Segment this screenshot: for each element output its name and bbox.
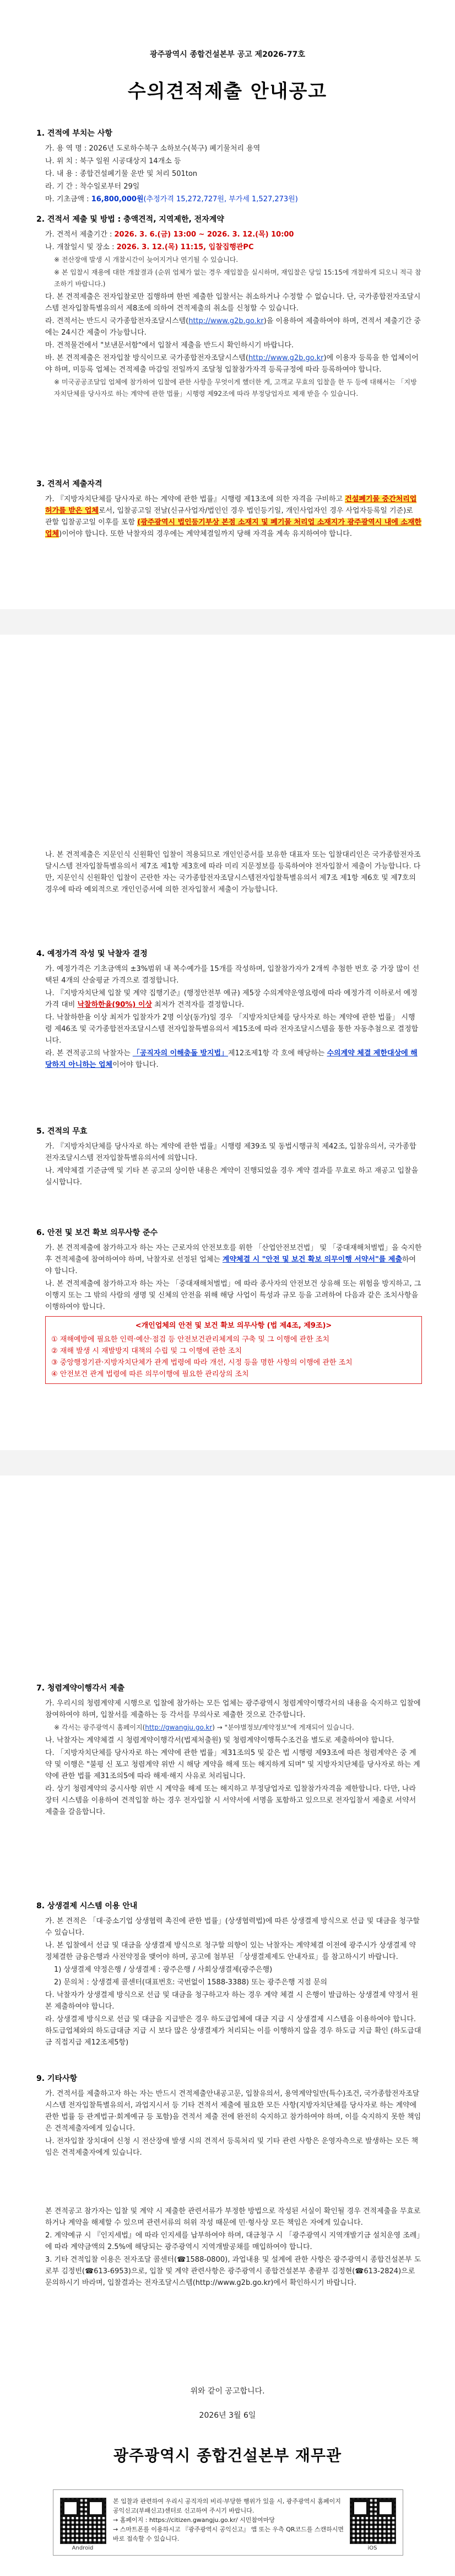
s1-base-amount bbox=[36, 194, 422, 205]
section-1-heading: 1. 견적에 부치는 사항 bbox=[36, 129, 112, 138]
s6-item-a-highlight: 계약체결 시 "안전 및 보건 확보 의무이행 서약서"를 제출 bbox=[222, 1255, 402, 1264]
page-break-2 bbox=[0, 1450, 455, 1475]
s3-item-a-3: )이어야 합니다. 또한 낙찰자의 경우에는 계약체결일까지 당해 자격을 계속 유지하여야 합니다. bbox=[59, 530, 352, 538]
s10-p1: 본 견적공고 참가자는 입찰 및 계약 시 제출한 관련서류가 부정한 방법으로 작성된 서실이 확인될 경우 견적제출을 무효로 하거나 계약을 해제할 수 있으며 관련서류의 허위 작성 때문에 민·형사상 모든 책임은 자에게 있습니다. bbox=[45, 2207, 421, 2227]
gwangju-link[interactable]: http://gwangju.go.kr bbox=[145, 1724, 213, 1731]
s10-p3: 3. 기타 견적입찰 이용은 전자조달 콜센터(☎1588-0800), 과업내용 및 설계에 관한 사항은 광주광역시 종합건설본부 도로부 김정빈(☎613-6953)으로, 입찰 및 계약 관련사항은 광주광역시 종합건설본부 총괄부 김정현(☎613-2824)으로 문의하시기 바라며, 입찰결과는 전자조달시스템(http://www.g2b.go.kr)에서 확인하시기 바랍니다. bbox=[45, 2256, 421, 2287]
s7-note-2: ) → "분야별정보/계약정보"에 게재되어 있습니다. bbox=[212, 1724, 354, 1731]
s2-submission-period bbox=[36, 229, 422, 240]
obligation-2: ② 재해 발생 시 재발방지 대책의 수립 및 그 이행에 관한 조치 bbox=[51, 1347, 242, 1355]
s1-content: 다. 내 용 : 종합건설폐기물 운반 및 처리 501ton bbox=[45, 170, 198, 178]
issuer-signature: 광주광역시 종합건설본부 재무관 bbox=[113, 2446, 342, 2465]
s2-item-e: 마. 견적물건에서 "보낸문서함"에서 입찰서 제출을 반드시 확인하시기 바랍니다. bbox=[45, 341, 294, 350]
section-2 bbox=[36, 214, 422, 401]
obligation-4: ④ 안전보건 관계 법령에 따른 의무이행에 필요한 관리상의 조치 bbox=[51, 1370, 249, 1378]
section-1 bbox=[36, 128, 422, 206]
s2-note-3: ※ 미국공공조달입 업체에 참가하여 입찰에 관한 사항을 무엇이게 했더한 게, 고객교 무효의 입찰을 한 두 등에 대해서는 「지방자치단체를 당사자로 하는 계약에 관한 법률」시행령 제92조에 따라 부정당업자로 제재 받을 수 있습니다. bbox=[54, 378, 417, 398]
announce-text: 위와 같이 공고합니다. bbox=[190, 2387, 265, 2396]
s1-location: 나. 위 치 : 북구 일원 시공대상지 14개소 등 bbox=[45, 157, 181, 165]
s4-item-d bbox=[36, 1048, 422, 1071]
g2b-link-1[interactable]: http://www.g2b.go.kr bbox=[188, 317, 264, 325]
s3-item-b: 나. 본 견적제출은 지문인식 신원확인 입찰이 적용되므로 개인인증서를 보유한 대표자 또는 입찰대리인은 국가종합전자조달시스템 전자입찰특별유의서 제7조 제1항 제3호에 따라 미리 지문정보를 등록하여야 전자입찰서 제출이 가능합니다. 다만, 지문인식 신원확인 입찰이 곤란한 자는 국가종합전자조달시스템전자입찰특별유의서 제7조 제1항 제6호 및 제7호의 경우에 따라 예외적으로 개인인증서에 의한 전자입찰서 제출이 가능합니다. bbox=[45, 851, 421, 894]
s8-item-b-2: 2) 문의처 : 상생결제 콜센터(대표번호: 국번없이 1588-3388) 또는 광주은행 지점 문의 bbox=[54, 1978, 328, 1987]
s3-item-a-1: 가. 『지방자치단체를 당사자로 하는 계약에 관한 법률』시행령 제13조에 의한 자격을 구비하고 bbox=[45, 495, 343, 503]
section-4-heading: 4. 예정가격 작성 및 낙찰자 결정 bbox=[36, 949, 148, 958]
page-title: 수의견적제출 안내공고 bbox=[127, 80, 328, 103]
s7-item-b: 나. 낙찰자는 계약체결 시 청렴계약이행각서(법제처출원) 및 청렴계약이행특수조건을 별도로 제출하여야 합니다. bbox=[45, 1736, 394, 1745]
s4-item-d-law: 「공직자의 이해충돌 방지법」 bbox=[132, 1049, 229, 1058]
s5-item-a: 가. 『지방자치단체를 당사자로 하는 계약에 관한 법률』시행령 제39조 및 동법시행규칙 제42조, 입찰유의서, 국가종합전자조달시스템 전자입찰특별유의서에 의합니다. bbox=[45, 1142, 416, 1162]
s4-item-d-3: 이어야 합니다. bbox=[112, 1061, 159, 1069]
s9-item-a: 가. 견적서를 제출하고자 하는 자는 반드시 견적제출안내공고문, 입찰유의서, 용역계약일반(특수)조건, 국가종합전자조달시스템 전자입찰특별유의서, 과업지시서 등 기타 견적서 제출에 필요한 모든 사항(지방자치단체를 당사자로 하는 계약에 관한 법률 등 관계법규·회계예규 등 포함)을 견적서 제출 전에 완전히 숙지하고 참가하여야 하며, 이를 숙지하지 못한 책임은 견적제출자에게 있습니다. bbox=[45, 2090, 421, 2133]
s1-period: 라. 기 간 : 착수일로부터 29일 bbox=[45, 183, 140, 191]
s4-item-c: 다. 낙찰하한율 이상 최저가 입찰자가 2명 이상(동가)일 경우 「지방자치단체를 당사자로 하는 계약에 관한 법률」 시행령 제46조 및 국가종합전자조달시스템 전자입찰특별유의서 제15조에 따라 전자조달시스템을 통한 자동추첨으로 결정합니다. bbox=[45, 1013, 419, 1045]
s2-submission-label: 가. 견적서 제출기간 : bbox=[45, 230, 115, 239]
s7-item-c: 다. 「지방자치단체를 당사자로 하는 계약에 관한 법률」제31조의5 및 같은 법 시행령 제93조에 따른 청렴계약은 중 계약 및 이행은 "불평 신 포고 청렴계약 위반 시 해당 계약을 해제 또는 해지하게 되며" 및 지방자치단체를 당사자로 하는 계약에 관한 법률 제31조의5에 따라 해제·해지 사유로 처리됩니다. bbox=[45, 1749, 420, 1780]
section-8 bbox=[36, 1901, 422, 2049]
section-9-heading: 9. 기타사항 bbox=[36, 2074, 78, 2083]
android-qr-label: Android bbox=[72, 2545, 94, 2551]
report-notice-line-2: → 홈페이지 : https://citizen.gwangju.go.kr/ 시민참여마당 bbox=[113, 2516, 275, 2524]
s6-item-a-2: 하여야 합니다. bbox=[45, 1255, 416, 1275]
report-notice-line-1: 본 입찰과 관련하여 우리시 공직자의 비리·부당한 행위가 있을 시, 광주광역시 홈페이지 공익신고(부패신고)센터로 신고하여 주시기 바랍니다. bbox=[113, 2498, 341, 2514]
section-3b bbox=[36, 849, 422, 897]
obligation-1: ① 재해예방에 필요한 인력·예산·점검 등 안전보건관리체계의 구축 및 그 이행에 관한 조치 bbox=[51, 1335, 329, 1344]
section-10 bbox=[36, 2205, 422, 2290]
s9-item-b: 나. 전자입찰 장치대여 신청 시 전산장애 발생 시의 견적서 등록처리 및 기타 관련 사항은 운영자측으로 발생하는 모든 책임은 견적제출자에게 있습니다. bbox=[45, 2137, 419, 2157]
s3-item-a-2: 로서, 입찰공고일 전날(신규사업자/법인인 경우 법인등기일, 개인사업자인 경우 사업자등록일 기준)로 관할 입찰공고일 이후를 포함 bbox=[45, 507, 413, 527]
s2-item-d-b: )을 이용하여 제출하여야 하며, 견적서 제출기간 중에는 24시간 제출이 가능합니다. bbox=[45, 317, 421, 337]
s10-p2: 2. 계약예규 시 『인지세법』에 따라 인지세를 납부하여야 하며, 대금청구 시 「광주광역시 지역개발기금 설치운영 조례」에 따라 계약금액의 2.5%에 해당되는 광주광역시 지역개발공채를 매입하여야 합니다. bbox=[45, 2231, 420, 2251]
s1-base-amount-value: 16,800,000원 bbox=[91, 195, 144, 203]
s2-item-d bbox=[36, 315, 422, 339]
section-9 bbox=[36, 2073, 422, 2160]
s7-item-a: 가. 우리시의 청렴계약제 시행으로 입찰에 참가하는 모든 업체는 광주광역시 청렴계약이행각서의 내용을 숙지하고 입찰에 참여하여야 하며, 입찰서를 제출하는 등 각서를 무의사로 제출한 것으로 간주합니다. bbox=[45, 1699, 421, 1719]
s3-item-a-highlight-1: 건설폐기물 중간처리업 허가를 받은 업체 bbox=[45, 495, 417, 515]
s4-item-d-1: 라. 본 견적공고의 낙찰자는 bbox=[45, 1049, 133, 1058]
section-2-heading: 2. 견적서 제출 및 방법 : 충액견적, 지역제한, 전자계약 bbox=[36, 215, 224, 224]
s1-base-amount-detail: (추정가격 15,272,727원, 부가세 1,527,273원) bbox=[143, 195, 298, 203]
s1-base-amount-label: 마. 기초금액 : bbox=[45, 195, 91, 203]
obligation-3: ③ 중앙행정기관·지방자치단체가 관계 법령에 따라 개선, 시정 등을 명한 사항의 이행에 관한 조치 bbox=[51, 1359, 353, 1367]
s8-item-a: 가. 본 견적은 「대·중소기업 상생협력 촉진에 관한 법률」(상생협력법)에 따른 상생결제 방식으로 선급 및 대금을 청구할 수 있습니다. bbox=[45, 1917, 420, 1937]
s4-item-b bbox=[36, 988, 422, 1011]
s2-item-f bbox=[36, 352, 422, 375]
section-5 bbox=[36, 1126, 422, 1189]
obligations-box-title: <개인업체의 안전 및 보건 확보 의무사항 (법 제4조, 제9조)> bbox=[135, 1322, 332, 1330]
s2-opening-label: 나. 개찰일시 및 장소 : bbox=[45, 243, 117, 251]
s2-opening-value: 2026. 3. 12.(목) 11:15, 입찰집행관PC bbox=[116, 243, 254, 251]
s7-note-1: ※ 각서는 광주광역시 홈페이지( bbox=[54, 1724, 145, 1731]
s2-item-d-a: 라. 견적서는 반드시 국가종합전자조달시스템( bbox=[45, 317, 189, 325]
s8-item-d: 라. 상생결제 방식으로 선급 및 대금을 지급받은 경우 하도급업체에 대금 지급 시 상생결제 시스템을 이용하여야 합니다. 하도급업체와의 하도급대금 지급 시 보다 많은 상생결제가 처리되는 이를 이행하지 않을 경우 하도급 지급 확인 (하도급대금 직접지급 제12조제5항) bbox=[45, 2015, 421, 2047]
announce-date: 2026년 3월 6일 bbox=[199, 2411, 256, 2420]
report-notice-text bbox=[113, 2497, 344, 2543]
section-6 bbox=[36, 1227, 422, 1387]
section-3-heading: 3. 견적서 제출자격 bbox=[36, 480, 102, 489]
s2-item-c: 다. 본 견적제출은 전자입찰로만 집행하며 한번 제출한 입찰서는 취소하거나 수정할 수 없습니다. 단, 국가종합전자조달시스템 전자입찰특별유의서 제8조에 의하여 견적제출의 취소를 신청할 수 있습니다. bbox=[45, 293, 421, 313]
section-7-heading: 7. 청렴계약이행각서 제출 bbox=[36, 1684, 125, 1693]
s2-submission-dates: 2026. 3. 6.(금) 13:00 ~ 2026. 3. 12.(목) 10:00 bbox=[114, 230, 294, 239]
s4-item-b-2: 최저가 견적자를 결정합니다. bbox=[151, 1001, 245, 1009]
s7-note bbox=[36, 1722, 422, 1734]
s8-item-b: 나. 본 입찰에서 선급 및 대금을 상생결제 방식으로 청구할 의향이 있는 낙찰자는 계약체결 이전에 광주시가 상생결제 약정체결한 금융은행과 사전약정을 맺어야 하며, 공고에 첨부된 「상생결제제도 안내자료」를 참고하시기 바랍니다. bbox=[45, 1941, 416, 1961]
android-qr-code[interactable] bbox=[60, 2498, 106, 2544]
page-break-1 bbox=[0, 609, 455, 635]
section-5-heading: 5. 견적의 무효 bbox=[36, 1127, 88, 1136]
s4-item-d-2: 제12조제1항 각 호에 해당하는 bbox=[228, 1049, 327, 1058]
obligations-box bbox=[45, 1316, 422, 1384]
section-4 bbox=[36, 948, 422, 1072]
s6-item-a bbox=[36, 1242, 422, 1277]
s6-item-a-1: 가. 본 견적제출에 참가하고자 하는 자는 근로자의 안전보호를 위한 「산업안전보건법」 및 「중대재해처벌법」을 숙지한 후 견적제출에 참여하여야 하며, 낙찰자로 선정된 업체는 bbox=[45, 1244, 422, 1264]
document-number: 광주광역시 종합건설본부 공고 제2026-77호 bbox=[150, 50, 305, 59]
s3-item-a bbox=[36, 493, 422, 540]
s5-item-b: 나. 계약체결 기준금액 및 기타 본 공고의 상이한 내용은 계약이 진행되었을 경우 계약 결과를 무효로 하고 재공고 입찰을 실시합니다. bbox=[45, 1167, 419, 1187]
s2-item-f-a: 바. 본 견적제출은 전자입찰 방식이므로 국가종합전자조달시스템( bbox=[45, 354, 248, 362]
s1-service-name: 가. 용 역 명 : 2026년 도로하수북구 소하보수(북구) 폐기물처리 용역 bbox=[45, 144, 261, 153]
report-notice-box bbox=[53, 2489, 403, 2556]
g2b-link-2[interactable]: http://www.g2b.go.kr bbox=[248, 354, 324, 362]
section-3 bbox=[36, 479, 422, 541]
s2-opening-date bbox=[36, 242, 422, 253]
ios-qr-label: iOS bbox=[367, 2545, 377, 2551]
section-6-heading: 6. 안전 및 보건 확보 의무사항 준수 bbox=[36, 1228, 158, 1237]
s2-note-2: ※ 본 입찰시 재용에 대한 개찰결과 (순위 업체가 없는 경우 재입찰을 실시하며, 재입찰은 당일 15:15에 개찰하게 되오니 적극 참조하기 바랍니다.) bbox=[54, 269, 421, 288]
s4-item-d-highlight: 수의계약 체결 제한대상에 해당하지 아니하는 업체 bbox=[45, 1049, 418, 1069]
s6-item-b: 나. 본 견적제출에 참가하고자 하는 자는 「중대재해처벌법」에 따라 종사자의 안전보건 상유해 또는 위험을 방지하고, 그 이행지 또는 그 밖의 사람의 생명 및 신체의 안전을 위해 해당 사업이 특성과 규모 등을 고려하여 다음과 같은 조치사항을 이행하여야 합니다. bbox=[45, 1280, 421, 1311]
report-notice-line-3: → 스마트폰를 이용하시고 『광주광역시 공익신고』 앱 또는 우측 QR코드를 스캔하시면 바로 접속할 수 있습니다. bbox=[113, 2526, 344, 2542]
s4-item-a: 가. 예정가격은 기초금액의 ±3%범위 내 복수예가를 15개를 작성하며, 입찰참가자가 2개씩 추첨한 번호 중 가장 많이 선택된 4개의 산술평균 가격으로 결정합니다. bbox=[45, 965, 420, 985]
s4-item-b-1: 나. 『지방자치단체 입찰 및 계약 집행기준』(행정안전부 예규) 제5장 수의계약운영요령에 따라 예정가격 이하로서 예정가격 대비 bbox=[45, 989, 418, 1009]
s8-item-c: 다. 낙찰자가 상생결제 방식으로 선급 및 대금을 청구하고자 하는 경우 계약 체결 시 은행이 발급하는 상생결제 약정서 원본 제출하여야 합니다. bbox=[45, 1991, 419, 2011]
s8-item-b-1: 1) 상생결제 약정은행 / 상생결제 : 광주은행 / 사회상생결제(광주은행) bbox=[54, 1966, 273, 1974]
s4-item-b-highlight: 낙찰하한율(90%) 이상 bbox=[77, 1001, 152, 1009]
section-8-heading: 8. 상생결제 시스템 이용 안내 bbox=[36, 1902, 138, 1910]
section-7 bbox=[36, 1683, 422, 1819]
ios-qr-code[interactable] bbox=[350, 2498, 396, 2544]
s3-item-a-highlight-2: (광주광역시 법인등기부상 본점 소재지 및 폐기물 처리업 소재지가 광주광역시 내에 소재한 업체 bbox=[45, 518, 422, 538]
s7-item-d: 라. 상기 청렴계약의 중시사항 위반 시 계약을 해제 또는 해지하고 부정당업자로 입찰참가자격을 제한합니다. 다만, 나라장터 시스템을 이용하여 견적입찰 하는 경우 전자입찰 시 서약서에 서명을 포함하고 있으므로 전자입찰서 제출로 서약서 제출을 갈음합니다. bbox=[45, 1785, 416, 1816]
s2-item-f-b: )에 이용자 등록을 한 업체이어야 하며, 미등록 업체는 견적제출 마감일 전일까지 조달청 입찰참가자격 등록규정에 따라 등록하여야 합니다. bbox=[45, 354, 419, 374]
s2-note-1: ※ 전산장애 발생 시 개찰시간이 늦어지거나 연기될 수 있습니다. bbox=[54, 256, 239, 264]
